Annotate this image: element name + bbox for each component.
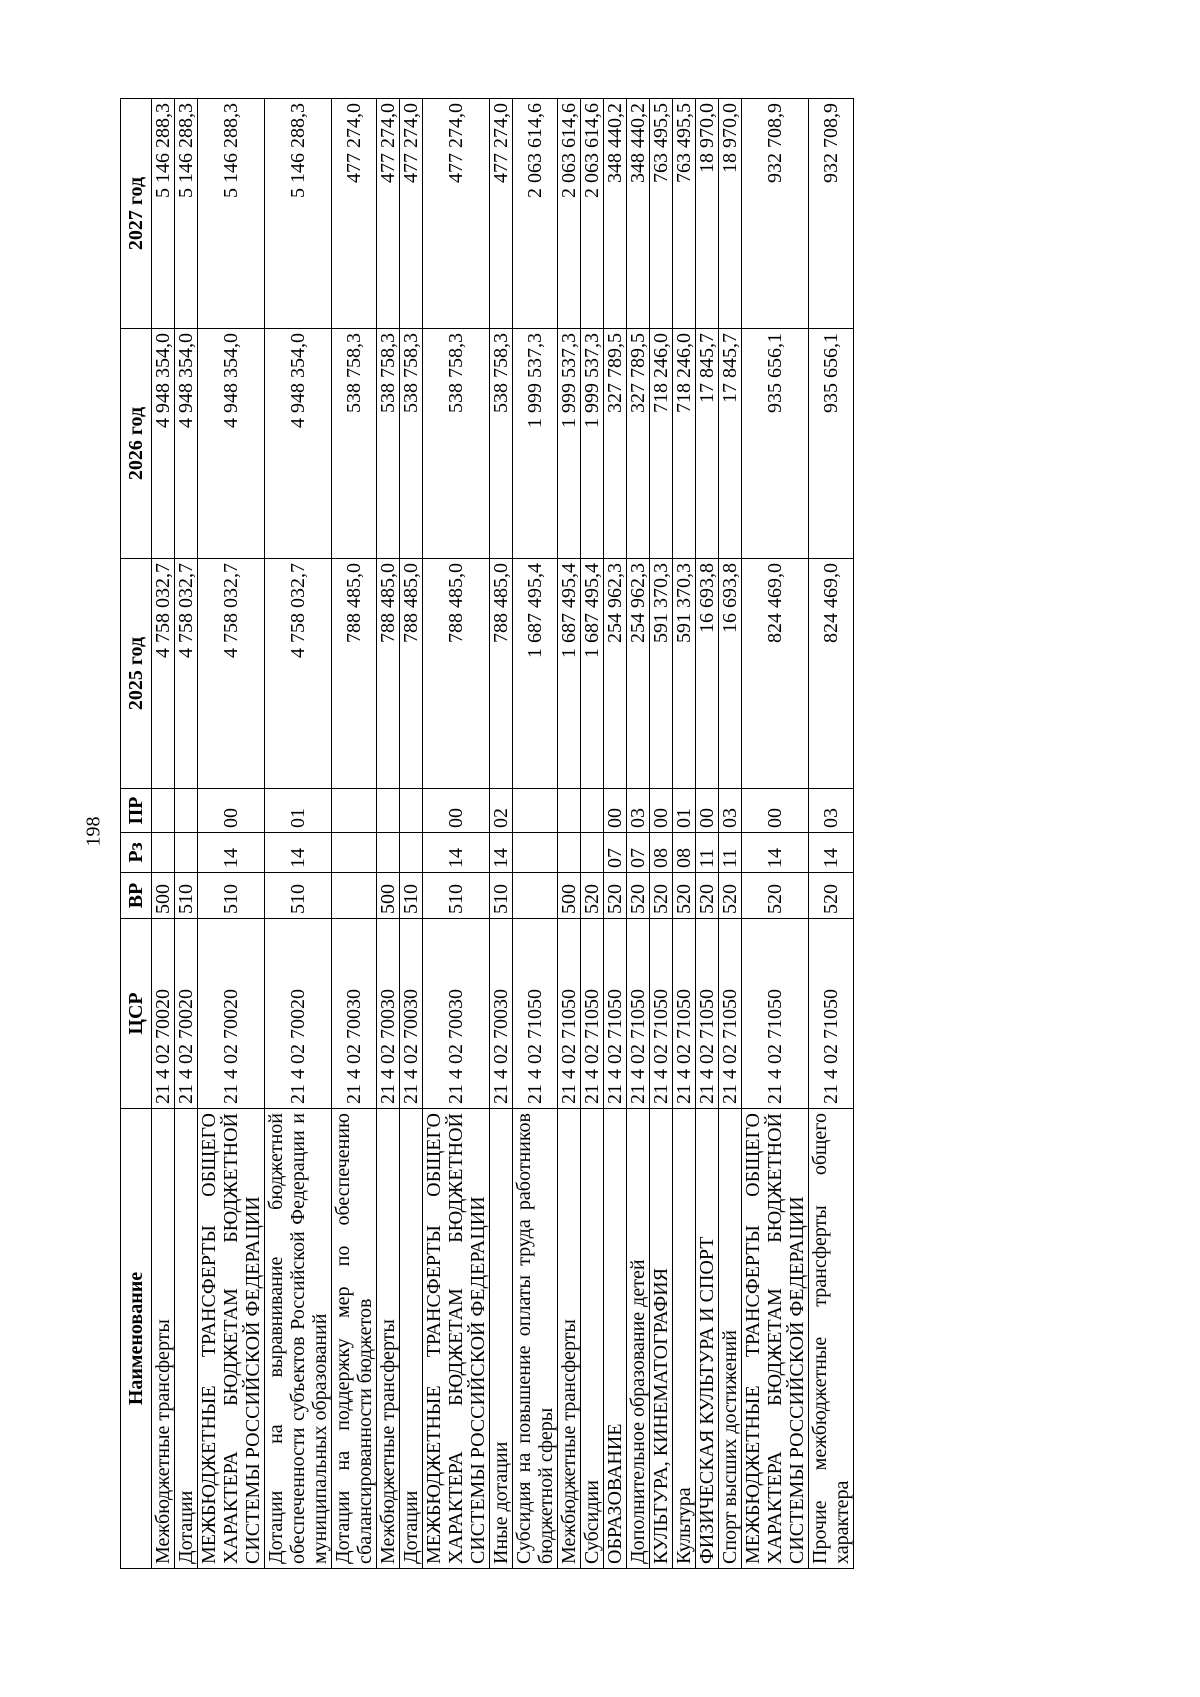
cell-rz: 11 xyxy=(719,833,742,873)
cell-rz: 11 xyxy=(696,833,719,873)
cell-csr: 21 4 02 71050 xyxy=(650,919,673,1109)
cell-pr xyxy=(581,789,604,833)
cell-csr: 21 4 02 71050 xyxy=(719,919,742,1109)
header-vr: ВР xyxy=(121,873,152,919)
cell-2026: 538 758,3 xyxy=(423,329,490,559)
cell-2026: 538 758,3 xyxy=(490,329,513,559)
cell-2026: 4 948 354,0 xyxy=(152,329,175,559)
cell-2026: 1 999 537,3 xyxy=(581,329,604,559)
cell-name: Межбюджетные трансферты xyxy=(152,1109,175,1569)
table-row xyxy=(719,99,742,1569)
cell-vr: 510 xyxy=(423,873,490,919)
rotated-table-container xyxy=(120,99,1020,1569)
cell-vr: 510 xyxy=(265,873,332,919)
cell-2027: 477 274,0 xyxy=(423,99,490,329)
cell-2026: 538 758,3 xyxy=(377,329,400,559)
cell-csr: 21 4 02 70020 xyxy=(152,919,175,1109)
cell-name: Дотации на поддержку мер по обеспечению сбалансированности бюджетов xyxy=(332,1109,377,1569)
cell-2025: 254 962,3 xyxy=(604,559,627,789)
cell-csr: 21 4 02 70030 xyxy=(377,919,400,1109)
table-row xyxy=(332,99,377,1569)
table-body xyxy=(152,99,854,1569)
cell-pr xyxy=(400,789,423,833)
cell-vr: 520 xyxy=(650,873,673,919)
cell-pr: 00 xyxy=(696,789,719,833)
cell-name: Дотации xyxy=(400,1109,423,1569)
header-2027: 2027 год xyxy=(121,99,152,329)
cell-name: Дополнительное образование детей xyxy=(627,1109,650,1569)
table-row xyxy=(673,99,696,1569)
cell-2026: 17 845,7 xyxy=(696,329,719,559)
cell-2026: 1 999 537,3 xyxy=(558,329,581,559)
table-row xyxy=(809,99,854,1569)
cell-name: Культура xyxy=(673,1109,696,1569)
cell-vr: 510 xyxy=(175,873,198,919)
table-row xyxy=(604,99,627,1569)
cell-2025: 788 485,0 xyxy=(400,559,423,789)
cell-csr: 21 4 02 70020 xyxy=(175,919,198,1109)
page-number: 198 xyxy=(82,816,105,847)
cell-name: Дотации на выравнивание бюджетной обеспеченности субъектов Российской Федерации и муниципальных образований xyxy=(265,1109,332,1569)
cell-2025: 1 687 495,4 xyxy=(513,559,558,789)
cell-name: ФИЗИЧЕСКАЯ КУЛЬТУРА И СПОРТ xyxy=(696,1109,719,1569)
cell-2025: 824 469,0 xyxy=(742,559,809,789)
table-row xyxy=(490,99,513,1569)
header-2025: 2025 год xyxy=(121,559,152,789)
cell-pr: 02 xyxy=(490,789,513,833)
cell-rz xyxy=(377,833,400,873)
cell-rz: 08 xyxy=(650,833,673,873)
table-header-row xyxy=(121,99,152,1569)
cell-name: Иные дотации xyxy=(490,1109,513,1569)
cell-csr: 21 4 02 70020 xyxy=(265,919,332,1109)
cell-2027: 2 063 614,6 xyxy=(513,99,558,329)
cell-2025: 788 485,0 xyxy=(332,559,377,789)
cell-pr xyxy=(558,789,581,833)
cell-name: Дотации xyxy=(175,1109,198,1569)
cell-pr xyxy=(152,789,175,833)
table-row xyxy=(175,99,198,1569)
header-2026: 2026 год xyxy=(121,329,152,559)
cell-2025: 788 485,0 xyxy=(490,559,513,789)
cell-2026: 327 789,5 xyxy=(627,329,650,559)
cell-rz: 08 xyxy=(673,833,696,873)
cell-2027: 5 146 288,3 xyxy=(175,99,198,329)
cell-vr: 520 xyxy=(742,873,809,919)
cell-2026: 4 948 354,0 xyxy=(175,329,198,559)
cell-pr: 01 xyxy=(673,789,696,833)
cell-vr: 510 xyxy=(490,873,513,919)
cell-name: КУЛЬТУРА, КИНЕМАТОГРАФИЯ xyxy=(650,1109,673,1569)
cell-2025: 4 758 032,7 xyxy=(175,559,198,789)
cell-vr: 500 xyxy=(558,873,581,919)
cell-2025: 4 758 032,7 xyxy=(152,559,175,789)
cell-2027: 2 063 614,6 xyxy=(558,99,581,329)
cell-2026: 718 246,0 xyxy=(650,329,673,559)
cell-2025: 591 370,3 xyxy=(673,559,696,789)
cell-2025: 16 693,8 xyxy=(696,559,719,789)
cell-2025: 4 758 032,7 xyxy=(265,559,332,789)
cell-2026: 538 758,3 xyxy=(400,329,423,559)
cell-2027: 2 063 614,6 xyxy=(581,99,604,329)
cell-2027: 477 274,0 xyxy=(332,99,377,329)
cell-2027: 763 495,5 xyxy=(673,99,696,329)
cell-pr: 00 xyxy=(604,789,627,833)
cell-2027: 763 495,5 xyxy=(650,99,673,329)
cell-2025: 4 758 032,7 xyxy=(198,559,265,789)
cell-csr: 21 4 02 70030 xyxy=(332,919,377,1109)
cell-pr xyxy=(175,789,198,833)
cell-name: Прочие межбюджетные трансферты общего характера xyxy=(809,1109,854,1569)
cell-rz: 14 xyxy=(423,833,490,873)
cell-name: Межбюджетные трансферты xyxy=(377,1109,400,1569)
table-row xyxy=(558,99,581,1569)
cell-name: Межбюджетные трансферты xyxy=(558,1109,581,1569)
table-row xyxy=(377,99,400,1569)
cell-rz: 14 xyxy=(809,833,854,873)
cell-vr: 520 xyxy=(627,873,650,919)
cell-rz: 14 xyxy=(198,833,265,873)
table-row xyxy=(581,99,604,1569)
cell-rz: 14 xyxy=(265,833,332,873)
cell-csr: 21 4 02 71050 xyxy=(581,919,604,1109)
cell-rz xyxy=(513,833,558,873)
cell-csr: 21 4 02 70020 xyxy=(198,919,265,1109)
cell-2026: 718 246,0 xyxy=(673,329,696,559)
cell-csr: 21 4 02 71050 xyxy=(696,919,719,1109)
cell-pr: 00 xyxy=(423,789,490,833)
cell-2025: 254 962,3 xyxy=(627,559,650,789)
cell-vr xyxy=(513,873,558,919)
cell-vr: 520 xyxy=(673,873,696,919)
cell-csr: 21 4 02 71050 xyxy=(627,919,650,1109)
cell-rz xyxy=(175,833,198,873)
table-row xyxy=(742,99,809,1569)
cell-name: Субсидии xyxy=(581,1109,604,1569)
cell-vr xyxy=(332,873,377,919)
cell-pr: 03 xyxy=(719,789,742,833)
cell-2027: 18 970,0 xyxy=(719,99,742,329)
cell-vr: 510 xyxy=(400,873,423,919)
cell-name: Субсидия на повышение оплаты труда работников бюджетной сферы xyxy=(513,1109,558,1569)
cell-vr: 520 xyxy=(581,873,604,919)
cell-rz: 07 xyxy=(604,833,627,873)
cell-2025: 788 485,0 xyxy=(377,559,400,789)
cell-2027: 18 970,0 xyxy=(696,99,719,329)
cell-2025: 824 469,0 xyxy=(809,559,854,789)
cell-rz xyxy=(558,833,581,873)
table-row xyxy=(265,99,332,1569)
cell-csr: 21 4 02 71050 xyxy=(673,919,696,1109)
cell-vr: 520 xyxy=(604,873,627,919)
cell-2026: 538 758,3 xyxy=(332,329,377,559)
table-row xyxy=(198,99,265,1569)
cell-2026: 17 845,7 xyxy=(719,329,742,559)
cell-csr: 21 4 02 71050 xyxy=(809,919,854,1109)
cell-csr: 21 4 02 70030 xyxy=(423,919,490,1109)
header-csr: ЦСР xyxy=(121,919,152,1109)
cell-name: МЕЖБЮДЖЕТНЫЕ ТРАНСФЕРТЫ ОБЩЕГО ХАРАКТЕРА БЮДЖЕТАМ БЮДЖЕТНОЙ СИСТЕМЫ РОССИЙСКОЙ ФЕДЕРАЦИИ xyxy=(423,1109,490,1569)
cell-vr: 520 xyxy=(696,873,719,919)
cell-2026: 4 948 354,0 xyxy=(198,329,265,559)
cell-csr: 21 4 02 71050 xyxy=(513,919,558,1109)
cell-rz xyxy=(581,833,604,873)
cell-csr: 21 4 02 71050 xyxy=(604,919,627,1109)
cell-csr: 21 4 02 70030 xyxy=(490,919,513,1109)
budget-table xyxy=(120,98,854,1569)
cell-2027: 348 440,2 xyxy=(627,99,650,329)
table-row xyxy=(627,99,650,1569)
cell-2026: 1 999 537,3 xyxy=(513,329,558,559)
table-row xyxy=(513,99,558,1569)
cell-pr: 03 xyxy=(627,789,650,833)
table-row xyxy=(650,99,673,1569)
cell-csr: 21 4 02 71050 xyxy=(558,919,581,1109)
cell-pr: 00 xyxy=(742,789,809,833)
table-row xyxy=(400,99,423,1569)
cell-pr: 03 xyxy=(809,789,854,833)
cell-rz: 07 xyxy=(627,833,650,873)
cell-name: ОБРАЗОВАНИЕ xyxy=(604,1109,627,1569)
cell-vr: 520 xyxy=(719,873,742,919)
cell-2027: 5 146 288,3 xyxy=(152,99,175,329)
cell-pr xyxy=(332,789,377,833)
cell-name: Спорт высших достижений xyxy=(719,1109,742,1569)
cell-pr: 01 xyxy=(265,789,332,833)
cell-rz xyxy=(332,833,377,873)
cell-2025: 1 687 495,4 xyxy=(558,559,581,789)
cell-vr: 510 xyxy=(198,873,265,919)
cell-name: МЕЖБЮДЖЕТНЫЕ ТРАНСФЕРТЫ ОБЩЕГО ХАРАКТЕРА БЮДЖЕТАМ БЮДЖЕТНОЙ СИСТЕМЫ РОССИЙСКОЙ ФЕДЕРАЦИИ xyxy=(742,1109,809,1569)
cell-2025: 591 370,3 xyxy=(650,559,673,789)
cell-pr: 00 xyxy=(198,789,265,833)
cell-2026: 935 656,1 xyxy=(742,329,809,559)
cell-pr xyxy=(377,789,400,833)
cell-csr: 21 4 02 71050 xyxy=(742,919,809,1109)
cell-vr: 500 xyxy=(152,873,175,919)
cell-name: МЕЖБЮДЖЕТНЫЕ ТРАНСФЕРТЫ ОБЩЕГО ХАРАКТЕРА БЮДЖЕТАМ БЮДЖЕТНОЙ СИСТЕМЫ РОССИЙСКОЙ ФЕДЕРАЦИИ xyxy=(198,1109,265,1569)
cell-2027: 5 146 288,3 xyxy=(265,99,332,329)
cell-rz: 14 xyxy=(490,833,513,873)
header-pr: ПР xyxy=(121,789,152,833)
cell-rz xyxy=(400,833,423,873)
cell-2025: 788 485,0 xyxy=(423,559,490,789)
cell-2027: 477 274,0 xyxy=(377,99,400,329)
cell-vr: 500 xyxy=(377,873,400,919)
cell-pr xyxy=(513,789,558,833)
cell-2027: 477 274,0 xyxy=(400,99,423,329)
cell-2027: 932 708,9 xyxy=(809,99,854,329)
table-row xyxy=(152,99,175,1569)
cell-2027: 348 440,2 xyxy=(604,99,627,329)
cell-pr: 00 xyxy=(650,789,673,833)
header-rz: Рз xyxy=(121,833,152,873)
cell-csr: 21 4 02 70030 xyxy=(400,919,423,1109)
cell-rz xyxy=(152,833,175,873)
cell-2026: 4 948 354,0 xyxy=(265,329,332,559)
cell-2026: 935 656,1 xyxy=(809,329,854,559)
header-name: Наименование xyxy=(121,1109,152,1569)
cell-2027: 5 146 288,3 xyxy=(198,99,265,329)
cell-2025: 1 687 495,4 xyxy=(581,559,604,789)
cell-2025: 16 693,8 xyxy=(719,559,742,789)
table-row xyxy=(696,99,719,1569)
cell-2027: 477 274,0 xyxy=(490,99,513,329)
cell-2026: 327 789,5 xyxy=(604,329,627,559)
cell-vr: 520 xyxy=(809,873,854,919)
cell-2027: 932 708,9 xyxy=(742,99,809,329)
cell-rz: 14 xyxy=(742,833,809,873)
table-row xyxy=(423,99,490,1569)
